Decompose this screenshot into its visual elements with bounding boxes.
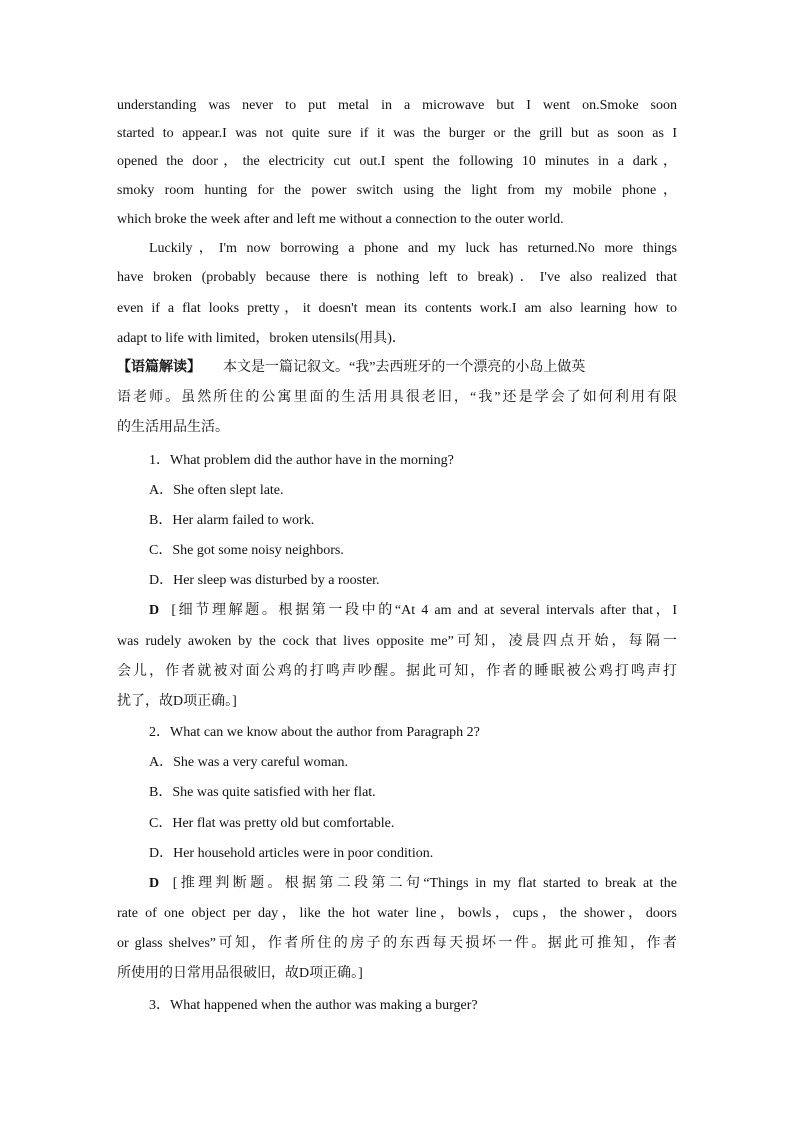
option-b: B．Her alarm failed to work. bbox=[149, 513, 315, 528]
question-stem: 2．What can we know about the author from Paragraph 2? bbox=[149, 725, 480, 740]
passage-line: understanding was never to put metal in a microwave but I went on.Smoke soon bbox=[117, 98, 677, 113]
explanation-line: 所使用的日常用品很破旧，故D项正确。] bbox=[117, 966, 363, 981]
analysis-label: 【语篇解读】 bbox=[117, 360, 201, 375]
answer-explanation-line bbox=[149, 601, 677, 621]
option-a: A．She was a very careful woman. bbox=[149, 755, 349, 770]
passage-line: have broken (probably because there is nothing left to break)．I've also realized that bbox=[117, 270, 677, 285]
answer-letter: D bbox=[149, 876, 160, 891]
option-b: B．She was quite satisfied with her flat. bbox=[149, 785, 376, 800]
passage-line: opened the door，the electricity cut out.I spent the following 10 minutes in a dark， bbox=[117, 154, 677, 169]
explanation-line: 扰了，故D项正确。] bbox=[117, 694, 237, 709]
explanation-text: [细节理解题。根据第一段中的“At 4 am and at several intervals after that，I bbox=[171, 603, 677, 618]
explanation-line: rate of one object per day，like the hot water line，bowls，cups，the shower，doors bbox=[117, 906, 677, 921]
question-stem: 1．What problem did the author have in the morning? bbox=[149, 453, 454, 468]
option-c: C．Her flat was pretty old but comfortable. bbox=[149, 816, 395, 831]
option-c: C．She got some noisy neighbors. bbox=[149, 543, 344, 558]
passage-line: Luckily，I'm now borrowing a phone and my luck has returned.No more things bbox=[149, 241, 677, 256]
explanation-text: [推理判断题。根据第二段第二句“Things in my flat started to break at the bbox=[172, 876, 677, 891]
analysis-text: 本文是一篇记叙文。“我”去西班牙的一个漂亮的小岛上做英 bbox=[223, 360, 586, 375]
analysis-first-line bbox=[117, 358, 677, 378]
option-a: A．She often slept late. bbox=[149, 483, 284, 498]
explanation-line: was rudely awoken by the cock that lives opposite me”可知，凌晨四点开始，每隔一 bbox=[117, 634, 677, 649]
passage-line: adapt to life with limited，broken utensils(用具)． bbox=[117, 331, 406, 346]
explanation-line: 会儿，作者就被对面公鸡的打鸣声吵醒。据此可知，作者的睡眠被公鸡打鸣声打 bbox=[117, 664, 677, 679]
answer-letter: D bbox=[149, 603, 160, 618]
explanation-line: or glass shelves”可知，作者所住的房子的东西每天损坏一件。据此可推知，作者 bbox=[117, 936, 677, 951]
passage-line: which broke the week after and left me without a connection to the outer world. bbox=[117, 212, 564, 227]
answer-explanation-line bbox=[149, 874, 677, 894]
option-d: D．Her household articles were in poor condition. bbox=[149, 846, 434, 861]
analysis-line: 语老师。虽然所住的公寓里面的生活用具很老旧，“我”还是学会了如何利用有限 bbox=[117, 390, 677, 405]
question-stem: 3．What happened when the author was making a burger? bbox=[149, 998, 478, 1013]
passage-line: started to appear.I was not quite sure if it was the burger or the grill but as soon as I bbox=[117, 126, 677, 141]
passage-line: smoky room hunting for the power switch using the light from my mobile phone， bbox=[117, 183, 677, 198]
option-d: D．Her sleep was disturbed by a rooster. bbox=[149, 573, 380, 588]
passage-line: even if a flat looks pretty，it doesn't mean its contents work.I am also learning how to bbox=[117, 301, 677, 316]
analysis-line: 的生活用品生活。 bbox=[117, 420, 229, 435]
